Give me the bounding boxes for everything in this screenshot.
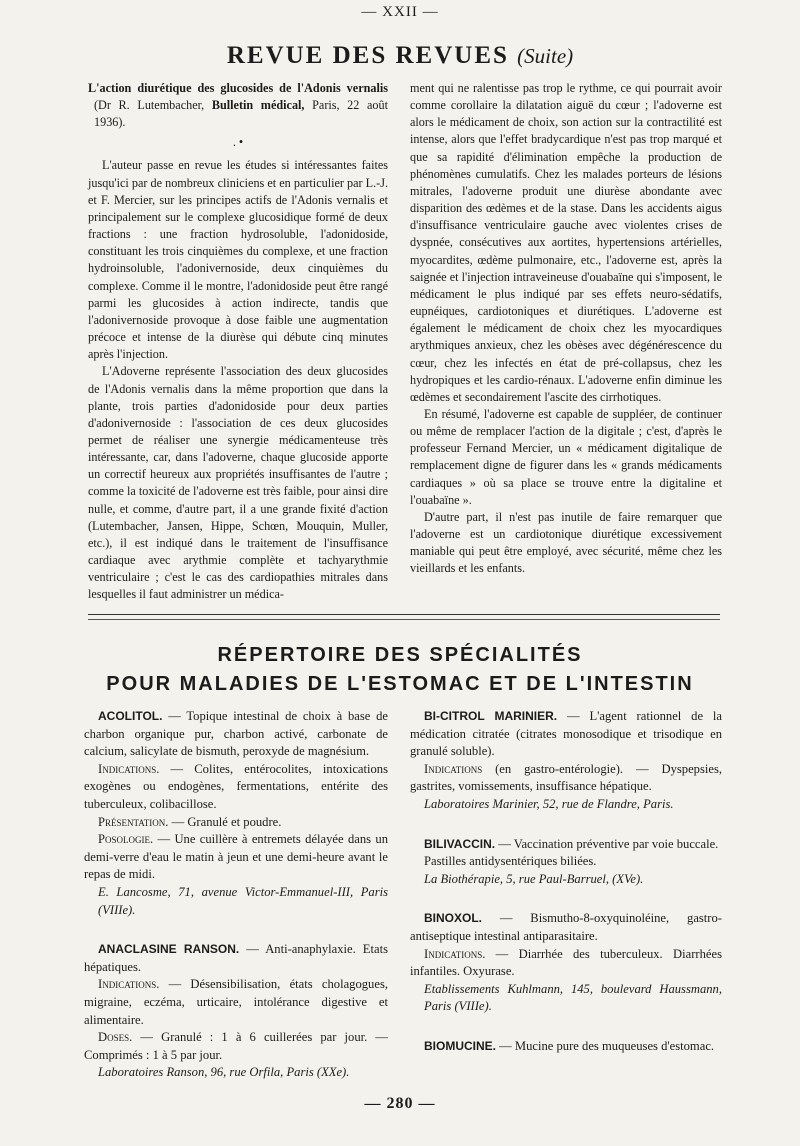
indications-label: Indications [424, 761, 483, 776]
article-column-left [88, 80, 388, 604]
specialty-name: BIOMUCINE. [424, 1038, 496, 1053]
specialty-description: — L'agent rationnel de la médication citratée (citrates monosodique et trisodique en granulé soluble). [410, 709, 722, 759]
presentation-label: Présentation. [98, 814, 169, 829]
indications-text: — Diarrhée des tuberculeux. Diarrhées infantiles. Oxyurase. [410, 946, 722, 979]
doses-label: Doses. [98, 1030, 133, 1045]
specialty-name: BI-CITROL MARINIER. [424, 709, 558, 723]
repertoire-title-line: RÉPERTOIRE DES SPÉCIALITÉS [217, 644, 583, 666]
article-reference: (Dr R. Lutembacher, [94, 98, 212, 113]
article-paragraph: L'Adoverne représente l'association des deux glucosides de l'Adonis vernalis dans la même proportion que dans la plante, trois parties d'adonidoside pour deux parties d'adonivernoside : l'association de ces deux glucosides permet de réaliser une synergie médicamenteuse très intéressante, car, dans l'adoverne, chaque glucoside apporte un correctif heureux aux propriétés insuffisantes de l'autre ; comme la toxicité de l'adoverne est très faible, pour ainsi dire nulle, et comme, d'autre part, il a une grande fixité d'action (Lutembacher, Jansen, Hippe, Schœn, Mouquin, Muller, etc.), il est indiqué dans le traitement de l'insuffisance cardiaque avec arythmie complète et tachyarythmie ventriculaire ; c'est le cas des cardiopathies mitrales dans lesquelles il faut administrer un médica- [88, 364, 388, 602]
specialty-entry [410, 910, 722, 1016]
specialty-extra: Pastilles antidysentériques biliées. [424, 854, 597, 869]
article-journal: Bulletin médical, [211, 98, 305, 113]
specialty-description: — Anti-anaphylaxie. Etats hépatiques. [84, 942, 388, 974]
presentation-text: — Granulé et poudre. [168, 814, 282, 829]
specialty-description: — Topique intestinal de choix à base de charbon organique pur, charbon activé, carbonate de calcium, salicylate de bismuth, peroxyde de magnésium. [84, 709, 388, 759]
specialty-entry [84, 941, 388, 1082]
posologie-text: — Une cuillère à entremets délayée dans un demi-verre d'eau le matin à jeun et une demi-heure avant le repas de midi. [84, 832, 388, 882]
specialty-name: BILIVACCIN. [424, 836, 496, 851]
section-divider [88, 619, 720, 620]
specialty-entry [410, 836, 722, 889]
laboratory-address: E. Lancosme, 71, avenue Victor-Emmanuel-III, Paris (VIIIe). [98, 884, 388, 917]
laboratory-address: La Biothérapie, 5, rue Paul-Barruel, (XVe). [424, 871, 644, 886]
specialty-entry [410, 708, 722, 814]
article-paragraph: En résumé, l'adoverne est capable de suppléer, de continuer ou même de remplacer l'action de la digitale ; c'est, d'après le professeur Fernand Mercier, un « médicament digitalique de remplacement digne de figurer dans les « grands médicaments cardiaques » où sa place se trouve entre la digitaline et l'ouabaïne ». [410, 406, 722, 507]
section-title-suffix: (Suite) [517, 44, 574, 68]
section-title [0, 42, 800, 70]
specialty-name: BINOXOL. [424, 911, 483, 926]
specialty-description: — Mucine pure des muqueuses d'estomac. [496, 1038, 715, 1053]
laboratory-address: Laboratoires Marinier, 52, rue de Flandre, Paris. [424, 796, 674, 811]
roman-page-number: — XXII — [361, 4, 439, 20]
article-title: L'action diurétique des glucosides de l'Adonis vernalis [88, 81, 388, 95]
indications-label: Indications. [424, 946, 486, 961]
repertoire-title-line: POUR MALADIES DE L'ESTOMAC ET DE L'INTESTIN [106, 673, 694, 695]
article-paragraph: D'autre part, il n'est pas inutile de faire remarquer que l'adoverne est un cardiotonique diurétique excessivement maniable qui peut être employé, avec sécurité, même chez les vieillards et les enfants. [410, 509, 722, 576]
specialty-description: — Vaccination préventive par voie buccale. [495, 836, 719, 851]
specialty-name: ANACLASINE RANSON. [98, 942, 240, 957]
page-number: — 280 — [364, 1095, 436, 1112]
repertoire-column-left [84, 708, 388, 1104]
posologie-label: Posologie. [98, 832, 154, 847]
article-column-right [410, 80, 722, 578]
doses-text: — Granulé : 1 à 6 cuillerées par jour. — Comprimés : 1 à 5 par jour. [84, 1030, 388, 1062]
article-date: Paris, 22 août 1936). [94, 98, 388, 130]
repertoire-heading [0, 641, 800, 699]
indications-text: — Colites, entérocolites, intoxications exogènes ou endogènes, fermentations, entérite des tuberculeux, colibacillose. [84, 761, 388, 811]
indications-text: — Désensibilisation, états cholagogues, migraine, eczéma, urticaire, intolérance digestive et alimentaire. [84, 977, 388, 1027]
repertoire-column-right [410, 708, 722, 1078]
article-paragraph: L'auteur passe en revue les études si intéressantes faites jusqu'ici par de nombreux cliniciens et en particulier par L.-J. et F. Mercier, sur les principes actifs de l'Adonis vernalis et principalement sur le complexe glucosidique formé de deux fractions : une fraction hydrosoluble, l'adonidoside, constituant les trois cinquièmes du complexe, et une fraction hydroinsoluble, l'adonivernoside, deux cinquièmes du complexe. Comme il le montre, l'adonidoside peut être rangé parmi les glucosides à action indirecte, tandis que l'adonivernoside provoque à dose faible une augmentation précoce et intense de la diurèse qui débute cinq minutes après l'injection. [88, 158, 388, 362]
article-separator: . • [232, 135, 244, 150]
laboratory-address: Etablissements Kuhlmann, 145, boulevard Haussmann, Paris (VIIIe). [424, 981, 722, 1014]
indications-label: Indications. [98, 977, 160, 992]
specialty-description: — Bismutho-8-oxyquinoléine, gastro-antiseptique intestinal antiparasitaire. [410, 911, 722, 943]
indications-text: (en gastro-entérologie). — Dyspepsies, gastrites, vomissements, insuffisance hépatique. [410, 761, 722, 794]
specialty-entry [84, 708, 388, 919]
section-divider [88, 614, 720, 615]
laboratory-address: Laboratoires Ranson, 96, rue Orfila, Paris (XXe). [98, 1065, 350, 1080]
specialty-name: ACOLITOL. [98, 709, 163, 723]
section-title-text: REVUE DES REVUES [226, 42, 509, 69]
article-paragraph: ment qui ne ralentisse pas trop le rythme, ce qui pourrait avoir comme corollaire la dilatation aiguë du cœur ; l'adoverne est alors le médicament de choix, son action sur la contractilité est intense, alors que l'effet bradycardique n'est pas trop marqué et que sa rapidité d'élimination empêche la production de phénomènes cumulatifs. Chez les malades porteurs de lésions mitrales, l'adoverne produit une diurèse abondante avec disparition des œdèmes et de la stase. Dans les accidents aigus d'insuffisance ventriculaire gauche avec violentes crises de dyspnée, consécutives aux aortites, hypertensions artérielles, myocardites, œdème pulmonaire, etc., l'adoverne est, après la saignée et l'injection intraveineuse d'ouabaïne qui s'imposent, le médicament le plus indiqué par ses effets neuro-sédatifs, eupnéiques, cardiotoniques et diurétiques. L'adoverne est également le médicament de choix chez les myocardiques arythmiques anxieux, chez les obèses avec dégénérescence du cœur, chez les infectés en état de pré-collapsus, chez les hydropiques et les cardio-rénaux. L'adoverne enfin diminue les œdèmes et secondairement l'ascite des cirrhotiques. [410, 81, 722, 404]
indications-label: Indications. [98, 761, 160, 776]
article-heading [88, 80, 388, 131]
specialty-entry [410, 1038, 722, 1056]
